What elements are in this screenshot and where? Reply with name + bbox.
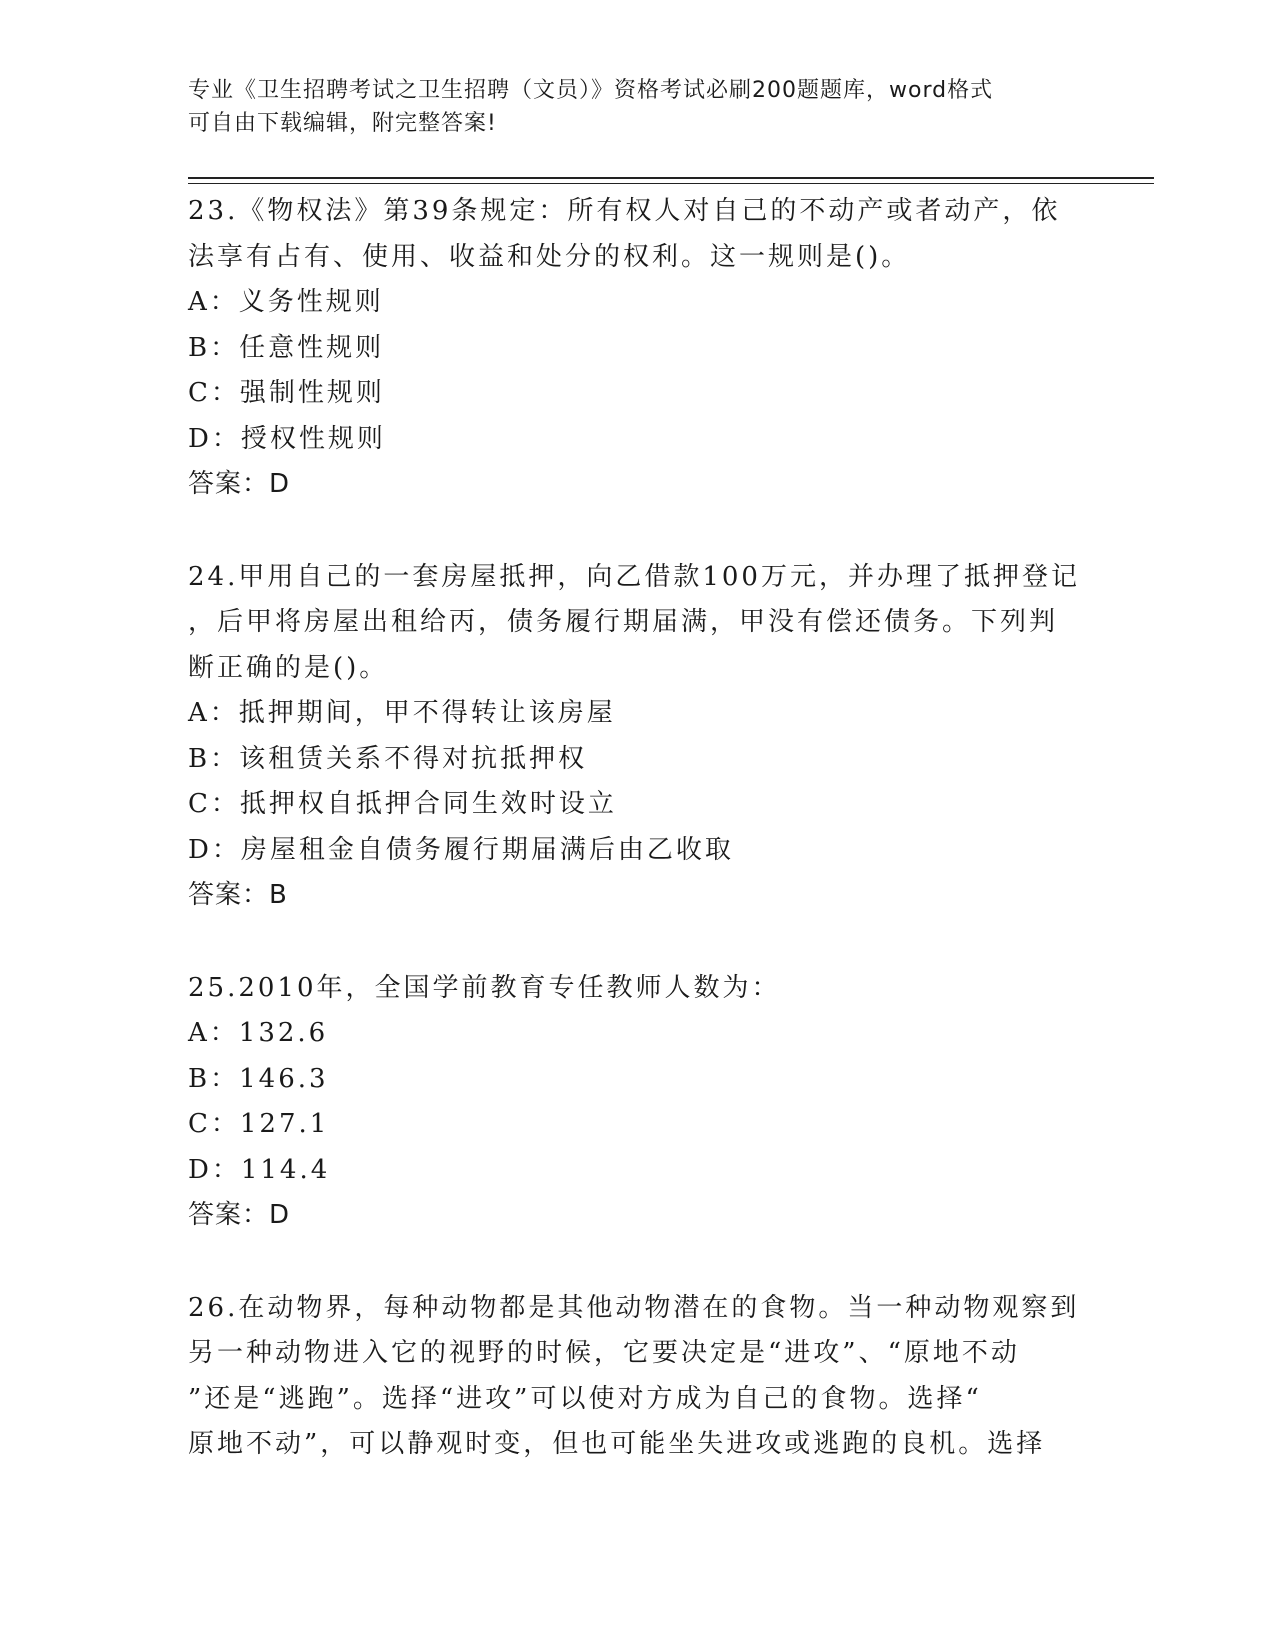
- question-stem: [188, 555, 1088, 692]
- option-d: D：授权性规则: [188, 423, 386, 454]
- stem-line: 另一种动物进入它的视野的时候，它要决定是“进攻”、“原地不动: [188, 1338, 1020, 1368]
- header-divider-thin: [188, 183, 1154, 184]
- header-divider-thick: [188, 177, 1154, 179]
- stem-line: ，后甲将房屋出租给丙，债务履行期届满，甲没有偿还债务。下列判: [188, 607, 1059, 637]
- option-a: A：义务性规则: [188, 287, 384, 317]
- option-d: D：房屋租金自债务履行期届满后由乙收取: [188, 834, 734, 865]
- question-24: [188, 555, 1088, 919]
- question-stem: [188, 189, 1088, 280]
- stem-line: 24.甲用自己的一套房屋抵押，向乙借款100万元，并办理了抵押登记: [188, 561, 1080, 592]
- stem-line: 断正确的是()。: [188, 652, 389, 683]
- stem-line: ”还是“逃跑”。选择“进攻”可以使对方成为自己的食物。选择“: [188, 1383, 982, 1414]
- option-b: B：该租赁关系不得对抗抵押权: [188, 743, 588, 774]
- answer-text: 答案：D: [188, 469, 291, 499]
- option-c: C：抵押权自抵押合同生效时设立: [188, 789, 617, 819]
- option-d: D：114.4: [188, 1154, 331, 1185]
- question-25: [188, 966, 1088, 1239]
- option-c: C：强制性规则: [188, 378, 385, 408]
- stem-line: 23.《物权法》第39条规定：所有权人对自己的不动产或者动产，依: [188, 196, 1061, 226]
- option-c: C：127.1: [188, 1109, 330, 1139]
- stem-line: 26.在动物界，每种动物都是其他动物潜在的食物。当一种动物观察到: [188, 1292, 1080, 1323]
- option-b: B：146.3: [188, 1063, 329, 1094]
- header-line-1: 专业《卫生招聘考试之卫生招聘（文员）》资格考试必刷200题题库，word格式: [188, 78, 994, 103]
- question-26: [188, 1286, 1088, 1468]
- option-a: A：132.6: [188, 1018, 329, 1048]
- header-line-2: 可自由下载编辑，附完整答案!: [188, 111, 497, 136]
- question-stem: [188, 1286, 1088, 1468]
- answer-text: 答案：D: [188, 1200, 291, 1230]
- option-b: B：任意性规则: [188, 332, 385, 363]
- stem-line: 法享有占有、使用、收益和处分的权利。这一规则是()。: [188, 241, 911, 272]
- question-list: [188, 189, 1088, 1515]
- stem-line: 原地不动”，可以静观时变，但也可能坐失进攻或逃跑的良机。选择: [188, 1429, 1046, 1459]
- question-stem: [188, 966, 1088, 1012]
- option-a: A：抵押期间，甲不得转让该房屋: [188, 698, 616, 728]
- answer-text: 答案：B: [188, 880, 288, 910]
- stem-line: 25.2010年，全国学前教育专任教师人数为：: [188, 972, 781, 1003]
- page-header: [188, 74, 1088, 140]
- question-23: [188, 189, 1088, 508]
